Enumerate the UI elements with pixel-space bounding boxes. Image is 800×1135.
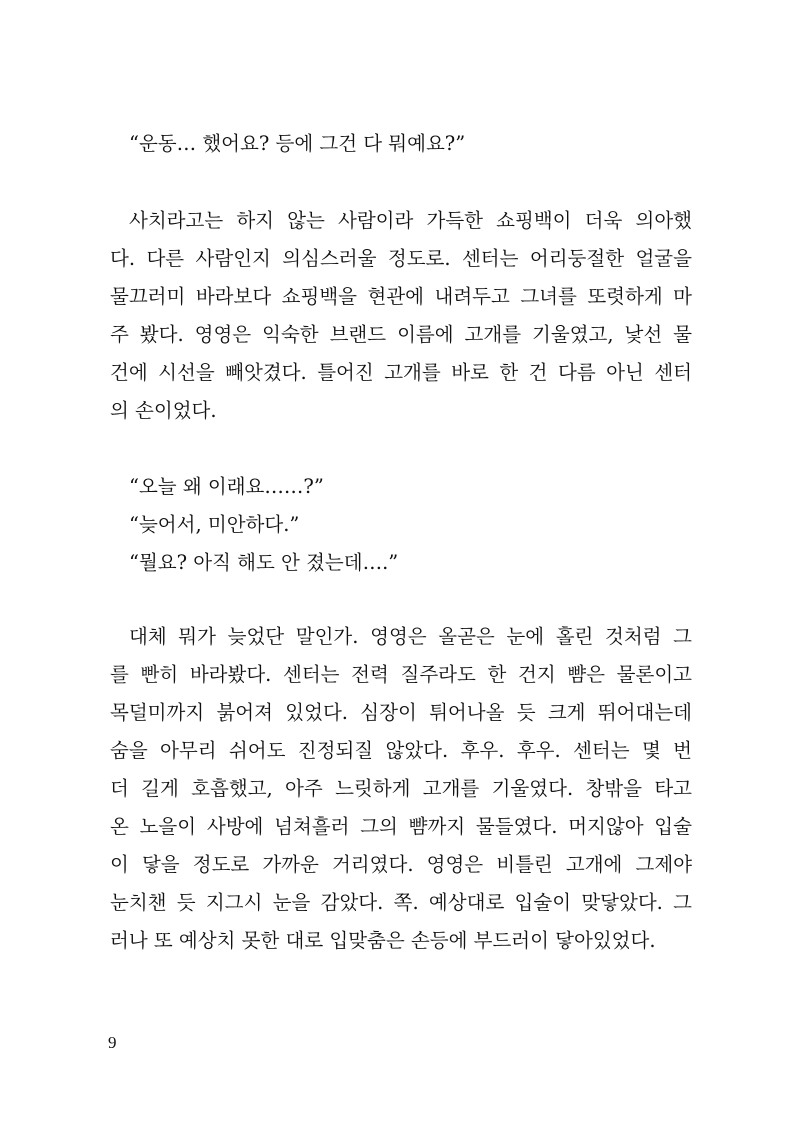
paragraph-2: [110, 618, 692, 960]
paragraph-line: 더 길게 호흡했고, 아주 느릿하게 고개를 기울였다. 창밖을 타고: [110, 777, 692, 800]
page-number: 9: [108, 1033, 117, 1052]
dialogue-block-2: [110, 468, 692, 582]
dialogue-block-1: [110, 125, 692, 163]
dialogue-line: “운동… 했어요? 등에 그건 다 뭐예요?”: [129, 132, 466, 155]
paragraph-line: 물끄러미 바라보다 쇼핑백을 현관에 내려두고 그녀를 또렷하게 마: [110, 285, 692, 308]
paragraph-line: 를 빤히 바라봤다. 센터는 전력 질주라도 한 건지 뺨은 물론이고: [110, 663, 692, 686]
paragraph-line: 건에 시선을 빼앗겼다. 틀어진 고개를 바로 한 건 다름 아닌 센터: [110, 361, 692, 384]
paragraph-1: [110, 202, 692, 430]
paragraph-line: 다. 다른 사람인지 의심스러울 정도로. 센터는 어리둥절한 얼굴을: [110, 247, 692, 270]
paragraph-line: 대체 뭐가 늦었단 말인가. 영영은 올곧은 눈에 홀린 것처럼 그: [129, 625, 692, 648]
paragraph-line: 주 봤다. 영영은 익숙한 브랜드 이름에 고개를 기울였고, 낯선 물: [110, 323, 692, 346]
paragraph-line: 숨을 아무리 쉬어도 진정되질 않았다. 후우. 후우. 센터는 몇 번: [110, 739, 692, 762]
paragraph-line: 이 닿을 정도로 가까운 거리였다. 영영은 비틀린 고개에 그제야: [110, 853, 692, 876]
dialogue-line: “뭘요? 아직 해도 안 졌는데….”: [129, 551, 399, 574]
dialogue-line: “늦어서, 미안하다.”: [129, 513, 300, 536]
paragraph-line: 사치라고는 하지 않는 사람이라 가득한 쇼핑백이 더욱 의아했: [129, 209, 692, 232]
paragraph-line: 온 노을이 사방에 넘쳐흘러 그의 뺨까지 물들였다. 머지않아 입술: [110, 815, 692, 838]
paragraph-line: 목덜미까지 붉어져 있었다. 심장이 튀어나올 듯 크게 뛰어대는데: [110, 701, 692, 724]
paragraph-line: 의 손이었다.: [110, 399, 217, 422]
dialogue-line: “오늘 왜 이래요……?”: [129, 475, 324, 498]
paragraph-line: 러나 또 예상치 못한 대로 입맞춤은 손등에 부드러이 닿아있었다.: [110, 929, 656, 952]
paragraph-line: 눈치챈 듯 지그시 눈을 감았다. 쪽. 예상대로 입술이 맞닿았다. 그: [110, 891, 692, 914]
